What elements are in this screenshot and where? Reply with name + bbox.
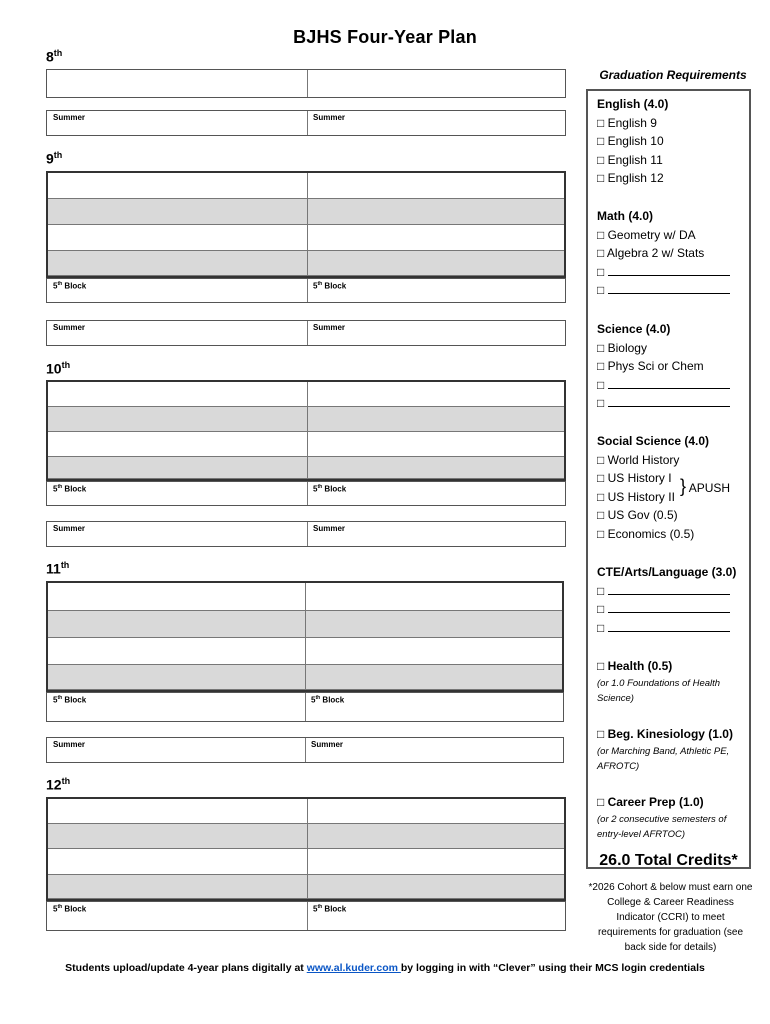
fifth-block-label bbox=[53, 484, 86, 494]
grade-9-heading bbox=[46, 150, 62, 167]
checkbox-icon[interactable]: □ bbox=[597, 526, 605, 541]
career-prep-item[interactable] bbox=[597, 793, 747, 812]
health-item[interactable] bbox=[597, 657, 747, 676]
grade-suffix: th bbox=[53, 150, 63, 160]
grade-8-heading bbox=[46, 48, 62, 65]
checklist-item[interactable] bbox=[597, 357, 730, 376]
course-row[interactable] bbox=[48, 875, 564, 899]
blank-line[interactable] bbox=[608, 602, 730, 613]
item-label: World History bbox=[607, 452, 680, 467]
grade-11-heading bbox=[46, 560, 69, 577]
checklist-blank-item[interactable] bbox=[597, 263, 730, 282]
block-number: 5 bbox=[53, 484, 58, 494]
math-section bbox=[597, 207, 730, 300]
checkbox-icon[interactable]: □ bbox=[597, 452, 605, 467]
checklist-blank-item[interactable] bbox=[597, 376, 730, 395]
brace-icon: } bbox=[680, 476, 687, 496]
fifth-block-label bbox=[311, 695, 344, 705]
item-label: Phys Sci or Chem bbox=[607, 359, 704, 374]
block-suffix: th bbox=[57, 695, 63, 701]
checkbox-icon[interactable]: □ bbox=[597, 246, 605, 261]
checklist-blank-item[interactable] bbox=[597, 281, 730, 300]
item-label: Geometry w/ DA bbox=[607, 227, 696, 242]
health-title: Health (0.5) bbox=[607, 659, 673, 673]
career-prep-title: Career Prep (1.0) bbox=[607, 795, 704, 809]
course-row[interactable] bbox=[48, 251, 564, 276]
checkbox-icon[interactable]: □ bbox=[597, 659, 605, 673]
summer-label: Summer bbox=[313, 113, 346, 122]
blank-line[interactable] bbox=[608, 621, 730, 632]
blank-line[interactable] bbox=[608, 584, 730, 595]
ccri-footnote: *2026 Cohort & below must earn one College & Career Readiness Indicator (CCRI) to meet requirements for graduation (see back side for details) bbox=[588, 882, 753, 953]
grade-number: 10 bbox=[46, 360, 62, 377]
apush-label: APUSH bbox=[688, 481, 731, 495]
grade-11-fifth-block-row[interactable] bbox=[46, 692, 564, 722]
item-label: English 10 bbox=[607, 134, 664, 149]
block-suffix: th bbox=[57, 484, 63, 490]
grade-10-heading bbox=[46, 360, 70, 377]
course-row[interactable] bbox=[48, 407, 564, 432]
checkbox-icon[interactable]: □ bbox=[597, 489, 605, 504]
grade-12-fifth-block-row[interactable] bbox=[46, 901, 566, 931]
fifth-block-label bbox=[53, 281, 86, 291]
grade-suffix: th bbox=[53, 48, 63, 58]
blank-line[interactable] bbox=[608, 378, 730, 389]
course-row[interactable] bbox=[48, 824, 564, 849]
checklist-item[interactable] bbox=[597, 132, 668, 151]
grade-10-fifth-block-row[interactable] bbox=[46, 481, 566, 506]
checkbox-icon[interactable]: □ bbox=[597, 359, 605, 374]
grade-9-summer-row[interactable] bbox=[46, 320, 566, 346]
cte-section bbox=[597, 563, 736, 637]
grade-number: 9 bbox=[46, 150, 54, 167]
course-row[interactable] bbox=[48, 799, 564, 824]
checkbox-icon[interactable]: □ bbox=[597, 396, 605, 411]
grade-8-summer-row[interactable] bbox=[46, 110, 566, 136]
checklist-item[interactable] bbox=[597, 525, 709, 544]
item-label: US Gov (0.5) bbox=[607, 508, 678, 523]
summer-label: Summer bbox=[53, 524, 86, 533]
item-label: English 9 bbox=[607, 115, 657, 130]
block-word: Block bbox=[320, 695, 345, 705]
page-title: BJHS Four-Year Plan bbox=[293, 27, 477, 47]
checklist-blank-item[interactable] bbox=[597, 619, 736, 638]
health-note: (or 1.0 Foundations of Health Science) bbox=[597, 677, 721, 704]
block-number: 5 bbox=[313, 281, 318, 291]
math-title: Math (4.0) bbox=[597, 209, 654, 223]
checklist-item[interactable] bbox=[597, 169, 668, 188]
english-title: English (4.0) bbox=[597, 97, 669, 111]
checkbox-icon[interactable]: □ bbox=[597, 508, 605, 523]
checklist-item[interactable] bbox=[597, 244, 730, 263]
summer-label: Summer bbox=[311, 740, 344, 749]
grade-9-fifth-block-row[interactable] bbox=[46, 278, 566, 303]
science-section bbox=[597, 320, 730, 413]
health-section bbox=[597, 657, 747, 706]
grade-suffix: th bbox=[60, 560, 70, 570]
course-row[interactable] bbox=[48, 432, 564, 457]
checkbox-icon[interactable]: □ bbox=[597, 795, 605, 809]
career-prep-note: (or 2 consecutive semesters of entry-level AFRTOC) bbox=[597, 813, 727, 840]
course-row[interactable] bbox=[48, 849, 564, 875]
kinesiology-note: (or Marching Band, Athletic PE, AFROTC) bbox=[597, 745, 730, 772]
checklist-blank-item[interactable] bbox=[597, 600, 736, 619]
course-row[interactable] bbox=[48, 173, 564, 199]
kinesiology-section bbox=[597, 725, 747, 774]
grade-10-course-grid[interactable] bbox=[46, 380, 566, 481]
grade-11-course-grid[interactable] bbox=[46, 581, 564, 692]
summer-label: Summer bbox=[313, 524, 346, 533]
course-row[interactable] bbox=[48, 457, 564, 479]
summer-label: Summer bbox=[53, 323, 86, 332]
science-title: Science (4.0) bbox=[597, 322, 671, 336]
course-row[interactable] bbox=[48, 225, 564, 251]
block-word: Block bbox=[62, 281, 87, 291]
fifth-block-label bbox=[313, 484, 346, 494]
item-label: Biology bbox=[607, 340, 647, 355]
checkbox-icon[interactable]: □ bbox=[597, 152, 605, 167]
item-label: English 11 bbox=[607, 152, 663, 167]
checkbox-icon[interactable]: □ bbox=[597, 727, 605, 741]
fifth-block-label bbox=[313, 904, 346, 914]
grade-suffix: th bbox=[61, 776, 71, 786]
english-section bbox=[597, 95, 668, 188]
block-suffix: th bbox=[317, 904, 323, 910]
grade-11-summer-row[interactable] bbox=[46, 737, 564, 763]
footer-text: by logging in with “Clever” using their MCS login credentials bbox=[400, 962, 705, 974]
summer-label: Summer bbox=[53, 740, 86, 749]
block-word: Block bbox=[322, 281, 347, 291]
checkbox-icon[interactable]: □ bbox=[597, 583, 605, 598]
block-suffix: th bbox=[57, 904, 63, 910]
checkbox-icon[interactable]: □ bbox=[597, 134, 605, 149]
item-label: US History II bbox=[607, 489, 675, 504]
block-number: 5 bbox=[53, 904, 58, 914]
blank-line[interactable] bbox=[608, 265, 730, 276]
summer-label: Summer bbox=[313, 323, 346, 332]
grade-suffix: th bbox=[61, 360, 71, 370]
fifth-block-label bbox=[53, 695, 86, 705]
total-credits: 26.0 Total Credits* bbox=[599, 852, 738, 869]
grade-9-course-grid[interactable] bbox=[46, 171, 566, 278]
item-label: Economics (0.5) bbox=[607, 526, 695, 541]
course-row[interactable] bbox=[48, 382, 564, 407]
graduation-requirements-header: Graduation Requirements bbox=[599, 68, 747, 82]
item-label: Algebra 2 w/ Stats bbox=[606, 246, 705, 261]
grade-12-heading bbox=[46, 776, 70, 793]
checklist-item[interactable] bbox=[597, 506, 709, 525]
checkbox-icon[interactable]: □ bbox=[597, 340, 605, 355]
kinesiology-item[interactable] bbox=[597, 725, 747, 744]
grade-10-summer-row[interactable] bbox=[46, 521, 566, 547]
checkbox-icon[interactable]: □ bbox=[597, 227, 605, 242]
grade-number: 12 bbox=[46, 776, 62, 793]
block-suffix: th bbox=[315, 695, 321, 701]
checklist-item[interactable] bbox=[597, 451, 709, 470]
item-label: English 12 bbox=[607, 171, 664, 186]
block-number: 5 bbox=[313, 904, 318, 914]
fifth-block-label bbox=[53, 904, 86, 914]
checklist-item[interactable] bbox=[597, 114, 668, 133]
block-word: Block bbox=[322, 484, 347, 494]
block-word: Block bbox=[62, 904, 87, 914]
block-word: Block bbox=[62, 695, 87, 705]
checklist-blank-item[interactable] bbox=[597, 394, 730, 413]
block-suffix: th bbox=[57, 281, 63, 287]
fifth-block-label bbox=[313, 281, 346, 291]
grade-8-course-row[interactable] bbox=[46, 69, 566, 98]
kinesiology-title: Beg. Kinesiology (1.0) bbox=[607, 727, 733, 741]
kuder-link[interactable]: www.al.kuder.com bbox=[306, 962, 401, 974]
checkbox-icon[interactable]: □ bbox=[597, 602, 605, 617]
course-row[interactable] bbox=[48, 199, 564, 225]
block-number: 5 bbox=[311, 695, 316, 705]
grade-number: 8 bbox=[46, 48, 54, 65]
block-word: Block bbox=[322, 904, 347, 914]
cte-title: CTE/Arts/Language (3.0) bbox=[597, 565, 737, 579]
checklist-item[interactable] bbox=[597, 151, 668, 170]
footer-instructions bbox=[0, 962, 770, 974]
block-suffix: th bbox=[317, 281, 323, 287]
checklist-item[interactable] bbox=[597, 226, 730, 245]
block-number: 5 bbox=[313, 484, 318, 494]
blank-line[interactable] bbox=[608, 283, 730, 294]
checkbox-icon[interactable]: □ bbox=[597, 471, 605, 486]
checkbox-icon[interactable]: □ bbox=[597, 377, 605, 392]
checklist-item[interactable] bbox=[597, 339, 730, 358]
grade-12-course-grid[interactable] bbox=[46, 797, 566, 901]
social-science-title: Social Science (4.0) bbox=[597, 434, 710, 448]
summer-label: Summer bbox=[53, 113, 86, 122]
block-number: 5 bbox=[53, 695, 58, 705]
checkbox-icon[interactable]: □ bbox=[597, 283, 605, 298]
checkbox-icon[interactable]: □ bbox=[597, 264, 605, 279]
blank-line[interactable] bbox=[608, 396, 730, 407]
grade-number: 11 bbox=[46, 560, 61, 577]
checkbox-icon[interactable]: □ bbox=[597, 115, 605, 130]
apush-annotation bbox=[680, 476, 730, 497]
block-suffix: th bbox=[317, 484, 323, 490]
checkbox-icon[interactable]: □ bbox=[597, 171, 605, 186]
block-word: Block bbox=[62, 484, 87, 494]
checkbox-icon[interactable]: □ bbox=[597, 620, 605, 635]
career-prep-section bbox=[597, 793, 747, 842]
block-number: 5 bbox=[53, 281, 58, 291]
footer-text: Students upload/update 4-year plans digitally at bbox=[65, 962, 307, 974]
item-label: US History I bbox=[607, 471, 672, 486]
checklist-blank-item[interactable] bbox=[597, 582, 736, 601]
